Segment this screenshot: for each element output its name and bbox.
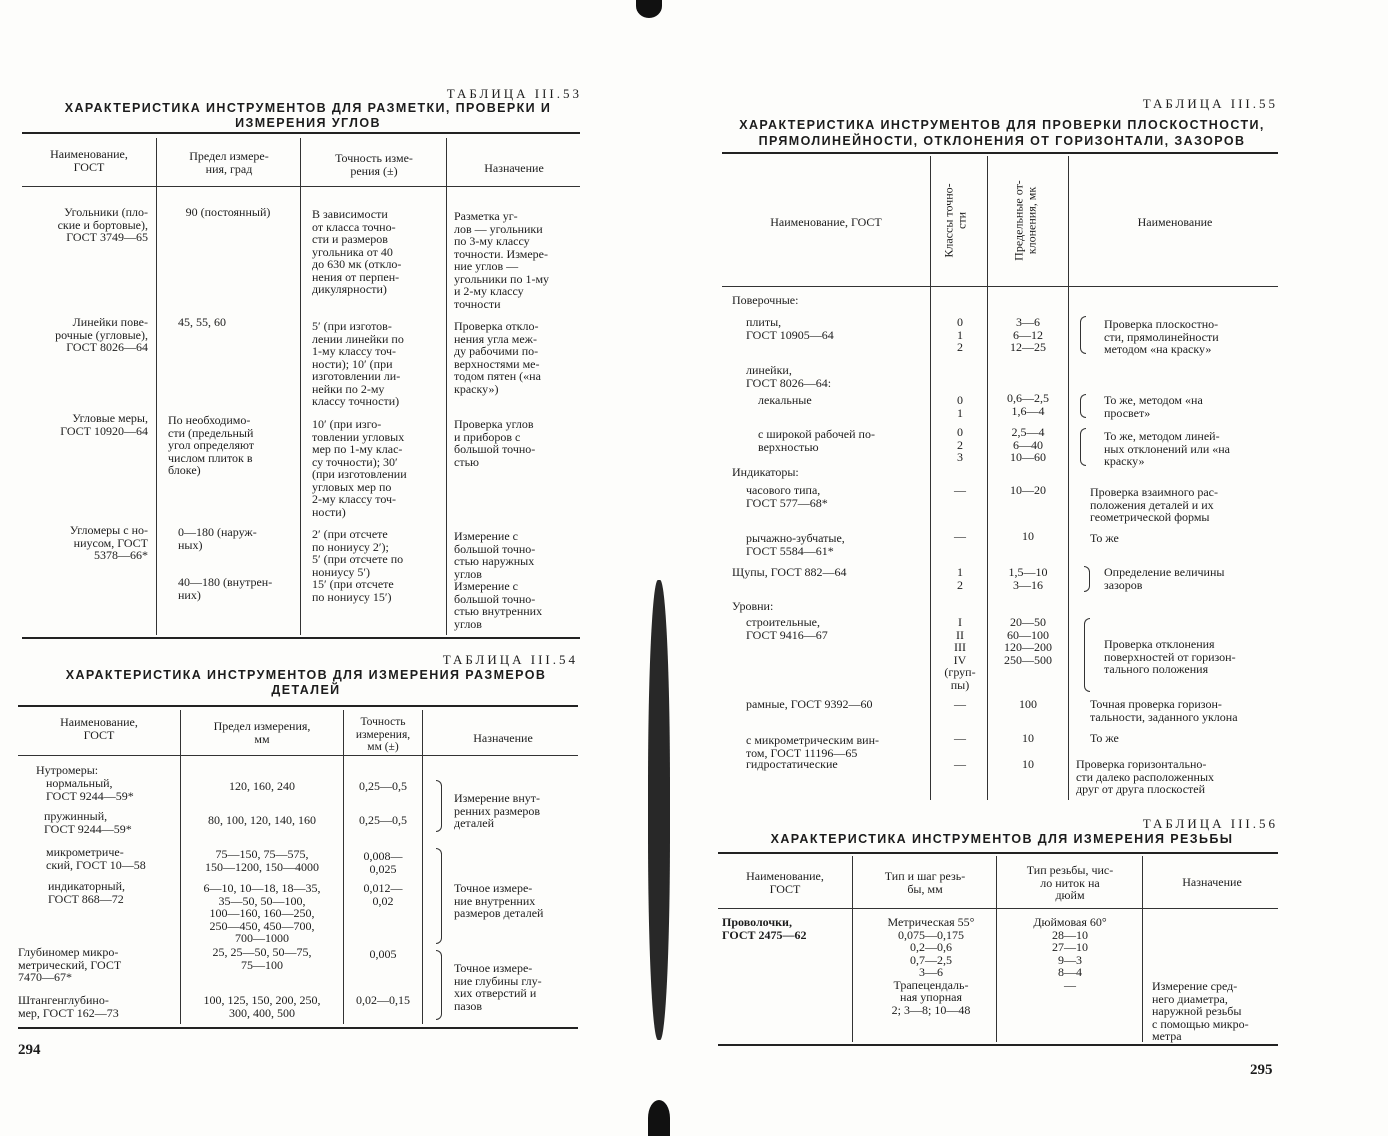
t56-col-div-3: [1142, 856, 1143, 1042]
t56-header-rule: [718, 908, 1278, 909]
t55-row3-deviation: 0,6—2,5 1,6—4: [1007, 391, 1049, 418]
t53-header-accuracy: Точность изме- рения (±): [335, 151, 413, 178]
t54-group-label: Нутромеры:: [36, 763, 99, 777]
t55-row9-purpose: Точная проверка горизон- тальности, заданного уклона: [1090, 697, 1238, 724]
t54-brace-2: [436, 848, 442, 944]
t54-row2-name: пружинный, ГОСТ 9244—59*: [44, 809, 132, 836]
t55-row8-name: строительные, ГОСТ 9416—67: [746, 615, 828, 642]
t53-row2-range: 45, 55, 60: [178, 315, 226, 329]
t55-header-name: Наименование, ГОСТ: [770, 215, 882, 229]
t55-row3-purpose: То же, методом «на просвет»: [1104, 393, 1203, 420]
t54-row6-range: 100, 125, 150, 200, 250, 300, 400, 500: [203, 993, 321, 1020]
t54-row4-name: индикаторный, ГОСТ 868—72: [48, 879, 126, 906]
t56-row-inch: Дюймовая 60° 28—10 27—10 9—3 8—4 —: [1033, 915, 1107, 992]
t55-row11-deviation: 10: [1022, 757, 1034, 771]
t55-row6-purpose: То же: [1090, 531, 1119, 545]
t54-row4-accuracy: 0,012— 0,02: [363, 881, 403, 908]
scan-artifact-spine: [648, 580, 670, 1040]
t55-row7-classes: 1 2: [957, 565, 963, 592]
t54-row5-range: 25, 25—50, 50—75, 75—100: [212, 945, 312, 972]
t54-row5-name: Глубиномер микро- метрический, ГОСТ 7470—67*: [18, 945, 122, 984]
t54-row3-name: микрометриче- ский, ГОСТ 10—58: [46, 845, 146, 872]
t55-col-div-1: [930, 156, 931, 800]
t53-row2-purpose: Проверка откло- нения угла меж- ду рабочими по- верхностями ме- тодом пятен («на краску»): [454, 319, 541, 396]
t54-brace-1: [436, 780, 442, 832]
t55-row10-deviation: 10: [1022, 731, 1034, 745]
t55-group-levels: Уровни:: [732, 599, 774, 613]
scan-artifact-top: [636, 0, 662, 18]
t55-top-rule: [722, 152, 1278, 154]
t54-row3-range: 75—150, 75—575, 150—1200, 150—4000: [205, 847, 319, 874]
t54-row6-accuracy: 0,02—0,15: [356, 993, 410, 1007]
t55-row9-deviation: 100: [1019, 697, 1037, 711]
t56-row-name: Проволочки, ГОСТ 2475—62: [722, 915, 807, 942]
t53-row1-range: 90 (постоянный): [185, 205, 271, 219]
t54-row1-range: 120, 160, 240: [229, 779, 295, 793]
page-number-left: 294: [18, 1042, 41, 1058]
t55-row11-classes: —: [954, 757, 966, 771]
t55-row5-deviation: 10—20: [1010, 483, 1046, 497]
t53-row2-name: Линейки пове- рочные (угловые), ГОСТ 8026—64: [55, 315, 148, 354]
t53-row3-range: По необходимо- сти (предельный угол определяют числом плиток в блоке): [168, 413, 255, 477]
t55-row4-deviation: 2,5—4 6—40 10—60: [1010, 425, 1046, 464]
t53-row4-range: 0—180 (наруж- ных): [178, 525, 257, 552]
t53-header-name: Наименование, ГОСТ: [50, 147, 128, 174]
t54-row1-name: нормальный, ГОСТ 9244—59*: [46, 776, 134, 803]
t54-purpose-3: Точное измере- ние глубины глу- хих отверстий и пазов: [454, 961, 542, 1013]
t55-row5-purpose: Проверка взаимного рас- положения деталей и их геометрической формы: [1090, 485, 1219, 524]
t55-row9-classes: —: [954, 697, 966, 711]
t55-row10-purpose: То же: [1090, 731, 1119, 745]
t55-row11-name: гидростатические: [746, 757, 838, 771]
t55-brace-1: [1080, 316, 1086, 354]
t55-brace-4: [1084, 566, 1090, 592]
t54-header-range: Предел измерения, мм: [213, 719, 311, 746]
t54-row2-accuracy: 0,25—0,5: [359, 813, 407, 827]
t56-col-div-1: [852, 856, 853, 1042]
t55-row7-purpose: Определение величины зазоров: [1104, 565, 1225, 592]
t55-brace-5: [1084, 618, 1090, 692]
t55-row2-name: линейки, ГОСТ 8026—64:: [746, 363, 832, 390]
t54-col-div-3: [422, 710, 423, 1024]
table-55-title-line2: ПРЯМОЛИНЕЙНОСТИ, ОТКЛОНЕНИЯ ОТ ГОРИЗОНТАЛИ, ЗАЗОРОВ: [758, 134, 1246, 148]
table-56-title: ХАРАКТЕРИСТИКА ИНСТРУМЕНТОВ ДЛЯ ИЗМЕРЕНИЯ РЕЗЬБЫ: [770, 832, 1234, 846]
t53-row3-name: Угловые меры, ГОСТ 10920—64: [60, 411, 148, 438]
t55-row8-purpose: Проверка отклонения поверхностей от горизон- тального положения: [1104, 637, 1236, 676]
t55-row6-name: рычажно-зубчатые, ГОСТ 5584—61*: [746, 531, 845, 558]
t54-header-name: Наименование, ГОСТ: [60, 715, 138, 742]
t54-col-div-2: [343, 710, 344, 1024]
t54-col-div-1: [180, 710, 181, 1024]
table-55-caption: ТАБЛИЦА III.55: [1142, 96, 1278, 111]
scan-artifact-bottom: [648, 1100, 670, 1136]
t53-row3-purpose: Проверка углов и приборов с большой точно- стью: [454, 417, 536, 469]
t56-header-purpose: Назначение: [1182, 875, 1242, 889]
t56-col-div-2: [996, 856, 997, 1042]
t54-purpose-2: Точное измере- ние внутренних размеров деталей: [454, 881, 544, 920]
t55-header-rule: [722, 286, 1278, 287]
t53-col-div-3: [446, 138, 447, 635]
t56-row-purpose: Измерение сред- него диаметра, наружной резьбы с помощью микро- метра: [1152, 979, 1249, 1043]
t56-bottom-rule: [718, 1044, 1278, 1046]
t55-row3-classes: 0 1: [957, 393, 963, 420]
t55-header-purpose: Наименование: [1137, 215, 1213, 229]
t56-top-rule: [718, 852, 1278, 854]
t55-brace-3: [1080, 428, 1086, 466]
t54-header-rule: [18, 755, 578, 756]
t55-row4-purpose: То же, методом линей- ных отклонений или «на краску»: [1104, 429, 1230, 468]
table-53-title-line1: ХАРАКТЕРИСТИКА ИНСТРУМЕНТОВ ДЛЯ РАЗМЕТКИ, ПРОВЕРКИ И: [64, 101, 552, 115]
t54-bottom-rule: [18, 1027, 578, 1029]
t55-brace-2: [1080, 394, 1086, 418]
t55-row6-classes: —: [954, 529, 966, 543]
table-54-title-line2: ДЕТАЛЕЙ: [271, 683, 341, 697]
t53-row1-accuracy: В зависимости от класса точно- сти и размеров угольника от 40 до 630 мк (откло- нения от перпен- дикулярности): [312, 207, 402, 296]
t53-row3-accuracy: 10′ (при изго- товлении угловых мер по 1-му клас- су точности); 30′ (при изготовлении угловых мер по 2-му классу точ- ности): [312, 417, 407, 519]
t55-group-checking: Поверочные:: [732, 293, 799, 307]
table-54-caption: ТАБЛИЦА III.54: [442, 652, 578, 667]
t53-col-div-1: [156, 138, 157, 635]
t55-header-classes: Классы точно- сти: [941, 183, 968, 258]
t53-row1-purpose: Разметка уг- лов — угольники по 3-му классу точности. Измере- ние углов — угольники по 1-му и 2-му классу точности: [454, 209, 550, 311]
t55-col-div-3: [1068, 156, 1069, 800]
table-53-title-line2: ИЗМЕРЕНИЯ УГЛОВ: [235, 116, 381, 130]
t54-top-rule: [18, 705, 578, 707]
page-number-right: 295: [1250, 1062, 1273, 1078]
t53-top-rule: [22, 132, 580, 134]
t53-bottom-rule: [22, 637, 580, 639]
t56-header-type-step: Тип и шаг резь- бы, мм: [884, 869, 966, 896]
t54-row3-accuracy: 0,008— 0,025: [363, 849, 403, 876]
t55-row11-purpose: Проверка горизонтально- сти далеко расположенных друг от друга плоскостей: [1076, 757, 1215, 796]
table-55-title-line1: ХАРАКТЕРИСТИКА ИНСТРУМЕНТОВ ДЛЯ ПРОВЕРКИ ПЛОСКОСТНОСТИ,: [739, 118, 1265, 132]
t54-purpose-1: Измерение внут- ренних размеров деталей: [454, 791, 541, 830]
t53-col-div-2: [300, 138, 301, 635]
t54-header-purpose: Назначение: [473, 731, 533, 745]
t54-row1-accuracy: 0,25—0,5: [359, 779, 407, 793]
t56-header-inch: Тип резьбы, чис- ло ниток на дюйм: [1026, 863, 1114, 902]
table-54-title-line1: ХАРАКТЕРИСТИКА ИНСТРУМЕНТОВ ДЛЯ ИЗМЕРЕНИЯ РАЗМЕРОВ: [65, 668, 547, 682]
t55-col-div-2: [987, 156, 988, 800]
t55-row1-deviation: 3—6 6—12 12—25: [1010, 315, 1046, 354]
t54-row2-range: 80, 100, 120, 140, 160: [208, 813, 316, 827]
t54-brace-3: [436, 950, 442, 1020]
t55-row4-classes: 0 2 3: [957, 425, 963, 464]
t53-header-purpose: Назначение: [484, 161, 544, 175]
t55-group-indicators: Индикаторы:: [732, 465, 799, 479]
t55-row10-name: с микрометрическим вин- том, ГОСТ 11196—65: [746, 733, 880, 760]
t53-row1-name: Угольники (пло- ские и бортовые), ГОСТ 3749—65: [57, 205, 148, 244]
t54-row4-range: 6—10, 10—18, 18—35, 35—50, 50—100, 100—160, 160—250, 250—450, 450—700, 700—1000: [203, 881, 321, 945]
table-53-caption: ТАБЛИЦА III.53: [446, 86, 582, 101]
t55-row9-name: рамные, ГОСТ 9392—60: [746, 697, 873, 711]
t53-row2-accuracy: 5′ (при изготов- лении линейки по 1-му классу точ- ности); 10′ (при изготовлении ли- нейки по 2-му классу точности): [312, 319, 404, 408]
t55-row6-deviation: 10: [1022, 529, 1034, 543]
t55-row3-name: лекальные: [758, 393, 812, 407]
t55-row4-name: с широкой рабочей по- верхностью: [758, 427, 875, 454]
t55-row10-classes: —: [954, 731, 966, 745]
t53-row4-accuracy: 2′ (при отсчете по нониусу 2′); 5′ (при отсчете по нониусу 5′) 15′ (при отсчете по нониусу 15′): [312, 527, 404, 604]
t55-row1-classes: 0 1 2: [957, 315, 963, 354]
t53-row4-name: Угломеры с но- ниусом, ГОСТ 5378—66*: [69, 523, 148, 562]
t55-row7-name: Щупы, ГОСТ 882—64: [732, 565, 847, 579]
t53-header-rule: [22, 186, 580, 187]
t55-row8-classes: I II III IV (груп- пы): [944, 615, 976, 692]
t53-row4-range2: 40—180 (внутрен- них): [178, 575, 273, 602]
t55-row1-name: плиты, ГОСТ 10905—64: [746, 315, 834, 342]
t55-row5-name: часового типа, ГОСТ 577—68*: [746, 483, 828, 510]
t53-row4-purpose: Измерение с большой точно- стью наружных углов Измерение с большой точно- стью внутренних углов: [454, 529, 543, 631]
t55-row1-purpose: Проверка плоскостно- сти, прямолинейности методом «на краску»: [1104, 317, 1219, 356]
t54-row5-accuracy: 0,005: [369, 947, 397, 961]
t54-header-accuracy: Точность измерения, мм (±): [355, 716, 411, 753]
t55-row7-deviation: 1,5—10 3—16: [1008, 565, 1048, 592]
t56-row-type-step: Метрическая 55° 0,075—0,175 0,2—0,6 0,7—2,5 3—6 Трапецендаль- ная упорная 2; 3—8; 10—48: [887, 915, 975, 1017]
t56-header-name: Наименование, ГОСТ: [746, 869, 824, 896]
t54-row6-name: Штангенглубино- мер, ГОСТ 162—73: [18, 993, 119, 1020]
t53-header-range: Предел измере- ния, град: [189, 149, 269, 176]
t55-row8-deviation: 20—50 60—100 120—200 250—500: [1004, 615, 1052, 667]
table-56-caption: ТАБЛИЦА III.56: [1142, 816, 1278, 831]
t55-row5-classes: —: [954, 483, 966, 497]
t55-header-deviation: Предельные от- клонения, мк: [1011, 180, 1038, 261]
